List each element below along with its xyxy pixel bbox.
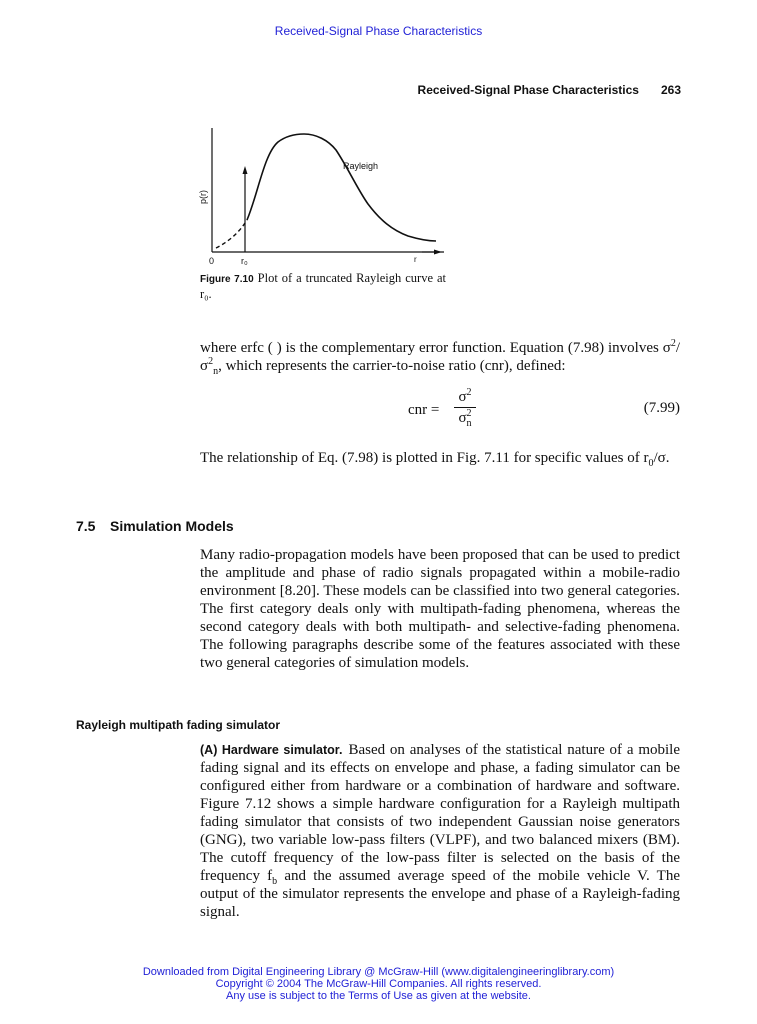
footer <box>0 966 757 1002</box>
footer-download-link[interactable]: Downloaded from Digital Engineering Library @ McGraw-Hill (www.digitalengineeringlibrary.com) <box>142 966 615 978</box>
section-number: 7.5 <box>76 518 96 534</box>
curve-label: Rayleigh <box>343 161 379 171</box>
origin-label: 0 <box>209 256 215 266</box>
equation-numerator: $\sigma^2$ <box>458 387 472 405</box>
equation-fraction <box>454 388 476 427</box>
section-heading <box>76 518 234 534</box>
paragraph-erfc-line2: involves $\sigma^2/\sigma^2_n$, which represents the carrier-to-noise ratio (cnr), defined: <box>200 338 680 377</box>
paragraph-erfc <box>200 339 680 375</box>
footer-terms-link[interactable]: Any use is subject to the Terms of Use as given at the website. <box>226 990 531 1002</box>
paragraph-simulation-models: Many radio-propagation models have been proposed that can be used to predict the amplitude and phase of radio signals propagated within a mobile-radio environment [8.20]. These models can be classified into two general categories. The first category deals only with multipath-fading phenomena, whereas the second category deals with both multipath- and selective-fading phenomena. The following paragraphs describe some of the features associated with these two general categories of simulation models. <box>200 547 680 671</box>
rayleigh-curve <box>247 134 436 241</box>
footer-copyright: Copyright © 2004 The McGraw-Hill Companies. All rights reserved. <box>215 978 542 990</box>
running-header <box>418 83 681 97</box>
x-axis-label: r <box>414 255 417 264</box>
paragraph-hardware-simulator: (A) Hardware simulator. Based on analyses of the statistical nature of a mobile fading signal and its effects on envelope and phase, a fading simulator can be configured either from hardware or a combination of hardware and software. Figure 7.12 shows a simple hardware configuration for a Rayleigh multipath fading simulator that consists of two independent Gaussian noise generators (GNG), two variable low-pass filters (VLPF), and two balanced mixers (BM). The cutoff frequency of the low-pass filter is selected on the basis of the frequency $f_b$ and the assumed average speed of the mobile vehicle V. The output of the simulator represents the envelope and phase of a Rayleigh-fading signal. <box>200 742 680 920</box>
figure-caption <box>200 271 446 301</box>
equation-7-99 <box>200 388 680 428</box>
r0-marker-arrowhead <box>243 166 248 174</box>
figure-caption-label: Figure 7.10 <box>200 274 254 285</box>
rayleigh-plot <box>196 124 448 266</box>
top-banner-link[interactable]: Received-Signal Phase Characteristics <box>274 24 483 38</box>
paragraph-relationship: The relationship of Eq. (7.98) is plotted in Fig. 7.11 for specific values of $r_0/\sigma$. <box>200 450 670 469</box>
paragraph-erfc-line1: where erfc ( ) is the complementary error function. Equation (7.98) <box>200 340 605 356</box>
equation-lhs: cnr = <box>408 402 440 418</box>
runin-heading: (A) Hardware simulator. <box>200 743 343 757</box>
rayleigh-curve-truncated-dashed <box>216 220 247 248</box>
page-number: 263 <box>660 83 681 97</box>
equation-number: (7.99) <box>643 400 680 416</box>
subsection-heading: Rayleigh multipath fading simulator <box>76 718 281 732</box>
y-axis-label: p(r) <box>198 190 208 204</box>
section-title: Simulation Models <box>110 518 234 534</box>
equation-denominator: $\sigma^2_n$ <box>458 408 472 429</box>
figure-caption-text: Plot of a truncated Rayleigh curve at r₀. <box>200 271 446 301</box>
figure-truncated-rayleigh <box>196 124 448 266</box>
r0-label: r₀ <box>241 256 248 266</box>
running-header-title: Received-Signal Phase Characteristics <box>417 83 639 97</box>
fraction-bar <box>454 407 476 408</box>
